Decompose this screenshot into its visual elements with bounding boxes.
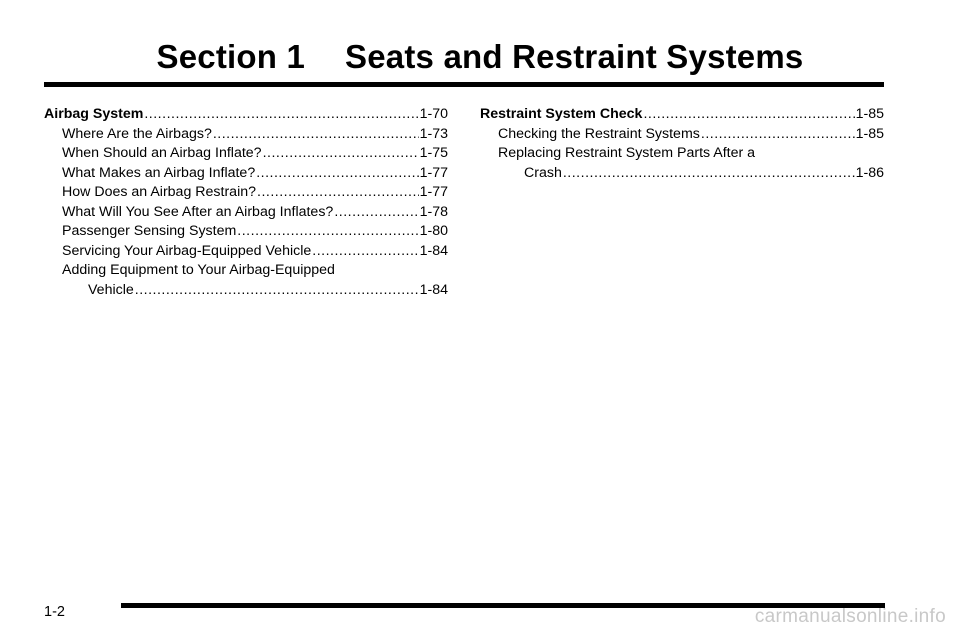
watermark: carmanualsonline.info [754,606,946,627]
toc-leader [701,125,855,145]
toc-entry[interactable] [44,222,448,242]
toc-entry-continued[interactable]: Replacing Restraint System Parts After a [498,145,756,161]
toc-page: 1-78 [419,203,448,220]
toc-entry[interactable] [44,164,448,184]
toc-page: 1-73 [419,125,448,142]
toc-entry[interactable] [480,125,884,145]
toc-entry[interactable] [480,164,884,184]
toc-leader [256,164,418,184]
toc-leader [237,222,418,242]
toc-label: Restraint System Check [480,106,643,122]
toc-label: Vehicle [88,281,134,298]
toc-entry[interactable] [44,203,448,223]
toc-column-left [44,105,448,300]
toc-label: What Will You See After an Airbag Inflates? [62,203,334,220]
toc-entry-continued[interactable]: Adding Equipment to Your Airbag-Equipped [62,262,335,278]
toc-label: Checking the Restraint Systems [498,125,700,142]
toc-label: What Makes an Airbag Inflate? [62,164,256,181]
toc-label: Airbag System [44,106,144,122]
toc-label: Crash [524,164,562,181]
toc-leader [643,105,854,125]
toc-page: 1-75 [419,145,448,161]
page-title [0,38,960,76]
toc-page: 1-84 [419,281,448,298]
toc-page: 1-77 [419,164,448,181]
toc-page: 1-85 [855,106,884,122]
toc-page: 1-84 [419,242,448,259]
page-number: 1-2 [44,604,65,620]
toc-column-right [480,105,884,183]
toc-entry-airbag-system[interactable] [44,105,448,125]
toc-leader [257,183,419,203]
toc-leader [213,125,419,145]
toc-label: How Does an Airbag Restrain? [62,184,256,200]
toc-entry[interactable] [44,281,448,301]
toc-page: 1-85 [855,125,884,142]
toc-page: 1-86 [855,164,884,181]
toc-label: Servicing Your Airbag-Equipped Vehicle [62,242,312,259]
toc-label: When Should an Airbag Inflate? [62,145,262,161]
toc-page: 1-80 [419,223,448,239]
toc-page: 1-70 [419,106,448,122]
toc-leader [334,203,418,223]
toc-entry[interactable] [44,183,448,203]
section-number: Section 1 [156,38,306,75]
toc-label: Where Are the Airbags? [62,125,212,142]
toc-entry-restraint-system-check[interactable] [480,105,884,125]
toc-leader [312,242,418,262]
toc-label: Passenger Sensing System [62,223,237,239]
header-rule [44,82,884,87]
toc-leader [135,281,419,301]
toc-entry[interactable] [44,144,448,164]
section-title: Seats and Restraint Systems [345,38,804,75]
toc-page: 1-77 [419,184,448,200]
toc-leader [563,164,855,184]
toc-leader [263,144,419,164]
toc-leader [144,105,418,125]
toc-entry[interactable] [44,125,448,145]
toc-entry[interactable] [44,242,448,262]
